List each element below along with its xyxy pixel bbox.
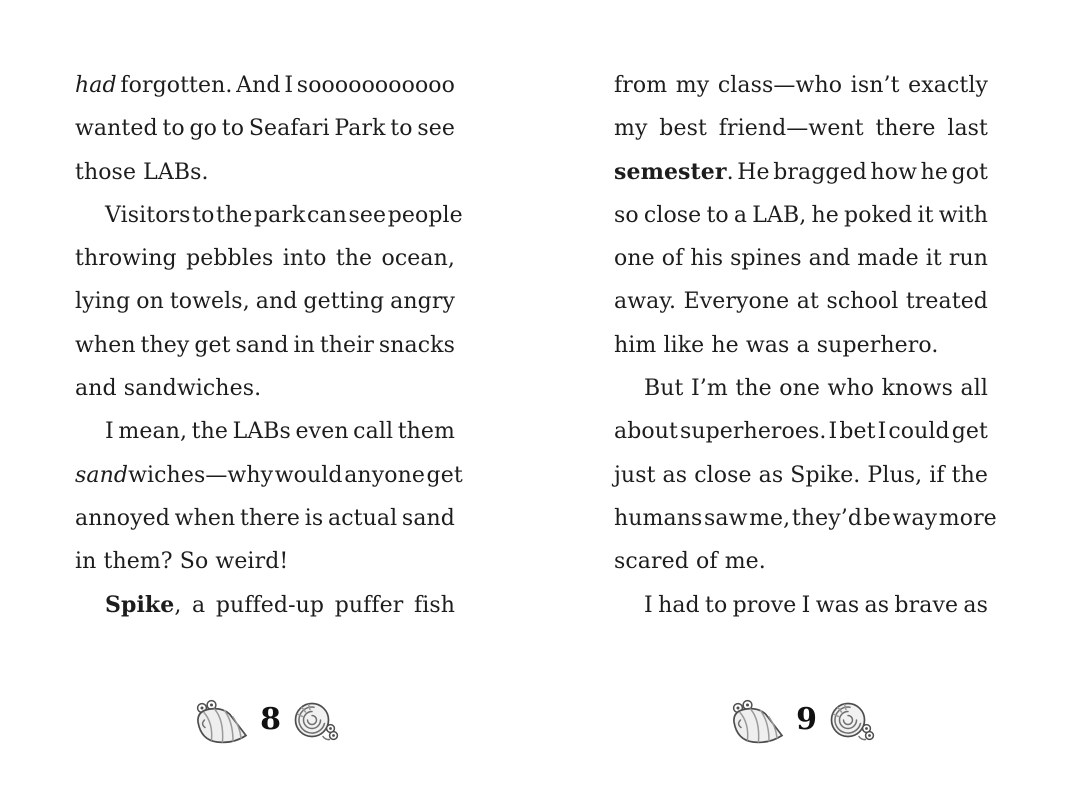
text-segment: humans saw me, they’d be way more bbox=[614, 505, 997, 531]
text-segment: scared of me. bbox=[614, 549, 766, 575]
text-line bbox=[75, 454, 463, 497]
text-segment: wiches—why would anyone get bbox=[128, 462, 463, 488]
text-line bbox=[75, 367, 455, 410]
text-segment: wanted to go to Seafari Park to see bbox=[75, 116, 455, 142]
text-segment: , a puffed-up puffer fish bbox=[174, 592, 455, 618]
text-segment: . He bragged how he got bbox=[726, 159, 988, 185]
text-line bbox=[614, 454, 988, 497]
text-line bbox=[75, 151, 455, 194]
text-segment: I mean, the LABs even call them bbox=[105, 419, 455, 445]
snail-shell-icon bbox=[828, 700, 875, 744]
text-line bbox=[614, 151, 988, 194]
page-right-text bbox=[614, 64, 997, 627]
text-line bbox=[75, 64, 455, 107]
text-line bbox=[614, 584, 988, 627]
text-line bbox=[75, 584, 455, 627]
text-line bbox=[75, 410, 455, 453]
text-segment: But I’m the one who knows all bbox=[644, 376, 988, 402]
text-segment: just as close as Spike. Plus, if the bbox=[614, 462, 988, 488]
text-segment: those LABs. bbox=[75, 159, 209, 185]
page-number-right: 9 bbox=[796, 702, 817, 737]
text-segment: I had to prove I was as brave as bbox=[644, 592, 988, 618]
page-left-text bbox=[75, 64, 463, 627]
text-line bbox=[75, 497, 455, 540]
text-line bbox=[614, 540, 988, 583]
text-segment: throwing pebbles into the ocean, bbox=[75, 246, 455, 272]
page-number-left: 8 bbox=[260, 702, 281, 737]
text-line bbox=[75, 107, 455, 150]
text-line bbox=[75, 194, 463, 237]
snail-shell-icon bbox=[292, 700, 339, 744]
text-segment: Visitors to the park can see people bbox=[105, 202, 463, 228]
text-segment: and sandwiches. bbox=[75, 376, 262, 402]
text-line bbox=[614, 64, 988, 107]
text-segment: when they get sand in their snacks bbox=[75, 332, 455, 358]
text-segment: from my class—who isn’t exactly bbox=[614, 73, 988, 98]
page-left-footer bbox=[75, 692, 455, 752]
text-line bbox=[614, 194, 988, 237]
text-line bbox=[614, 324, 988, 367]
text-line bbox=[614, 237, 988, 280]
text-line bbox=[75, 540, 455, 583]
text-segment: him like he was a superhero. bbox=[614, 332, 939, 358]
text-line bbox=[614, 497, 997, 540]
hermit-crab-conch-shell-icon bbox=[727, 699, 785, 746]
text-segment: annoyed when there is actual sand bbox=[75, 505, 455, 531]
page-right-footer bbox=[614, 692, 988, 752]
hermit-crab-conch-shell-icon bbox=[191, 699, 249, 746]
text-segment: so close to a LAB, he poked it with bbox=[614, 202, 988, 228]
text-segment: semester bbox=[614, 158, 727, 185]
text-line bbox=[614, 367, 988, 410]
text-line bbox=[75, 237, 455, 280]
text-line bbox=[614, 410, 988, 453]
text-segment: about superheroes. I bet I could get bbox=[614, 419, 988, 445]
text-segment: away. Everyone at school treated bbox=[614, 289, 988, 315]
text-segment: had bbox=[75, 73, 117, 98]
text-segment: one of his spines and made it run bbox=[614, 246, 988, 272]
text-segment: Spike bbox=[105, 591, 175, 618]
text-segment: lying on towels, and getting angry bbox=[75, 289, 455, 315]
text-line bbox=[614, 280, 988, 323]
text-segment: forgotten. And I sooooooooooo bbox=[116, 73, 455, 98]
text-line bbox=[75, 280, 455, 323]
text-line bbox=[75, 324, 455, 367]
text-segment: my best friend—went there last bbox=[614, 116, 988, 142]
text-segment: sand bbox=[75, 462, 129, 488]
text-line bbox=[614, 107, 988, 150]
text-segment: in them? So weird! bbox=[75, 549, 289, 575]
